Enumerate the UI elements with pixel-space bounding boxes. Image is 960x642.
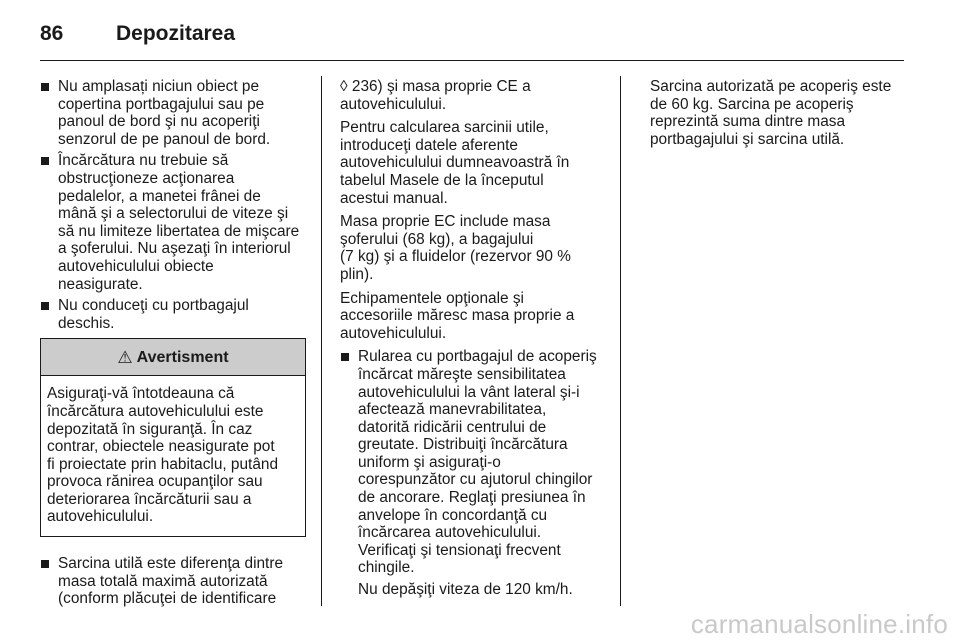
paragraph xyxy=(340,581,606,599)
text-line: contrar, obiectele neasigurate pot xyxy=(47,438,275,456)
watermark: carmanualsonline.info xyxy=(690,609,948,639)
bullet-square-icon xyxy=(41,560,49,568)
bullet-item xyxy=(40,152,306,293)
text-line: ◊ 236) şi masa proprie CE a xyxy=(340,78,531,95)
text-line: Rularea cu portbagajul de acoperiş xyxy=(358,348,597,366)
paragraph xyxy=(340,119,606,207)
warning-triangle-icon: ⚠ xyxy=(117,347,133,367)
text-line: Nu conduceţi cu portbagajul xyxy=(58,297,249,315)
text-line: plin). xyxy=(340,265,374,283)
bullet-item xyxy=(340,348,606,577)
text-line: senzorul de pe panoul de bord. xyxy=(58,130,271,148)
text-line: Sarcina autorizată pe acoperiş este xyxy=(650,78,892,95)
column-divider-1 xyxy=(321,76,322,606)
page-title: Depozitarea xyxy=(116,22,236,45)
header-rule xyxy=(40,60,904,61)
text-line: încărcătura autovehiculului este xyxy=(47,402,264,420)
text-line: masa totală maximă autorizată xyxy=(58,572,268,590)
text-line: Verificaţi şi tensionaţi frecvent xyxy=(358,541,561,559)
paragraph xyxy=(340,290,606,343)
warning-body xyxy=(41,376,305,536)
text-line: uniform şi asiguraţi-o xyxy=(358,453,501,471)
text-line: copertina portbagajului sau pe xyxy=(58,95,265,113)
text-line: Nu depăşiţi viteza de 120 km/h. xyxy=(358,581,573,599)
text-line: Nu amplasați niciun obiect pe xyxy=(58,78,260,95)
text-line: Sarcina utilă este diferenţa dintre xyxy=(58,555,284,573)
text-line: de 60 kg. Sarcina pe acoperiş xyxy=(650,95,854,113)
warning-box xyxy=(40,338,306,537)
text-line: obstrucţioneze acţionarea xyxy=(58,169,235,187)
column-1 xyxy=(40,78,306,612)
text-line: deschis. xyxy=(58,314,115,332)
text-line: autovehiculului la vânt lateral şi-i xyxy=(358,383,580,401)
bullet-square-icon xyxy=(341,353,349,361)
text-line: corespunzător cu ajutorul chingilor xyxy=(358,471,593,489)
page-number: 86 xyxy=(40,22,64,45)
text-line: depozitată în siguranţă. În caz xyxy=(47,420,253,438)
text-line: mână şi a selectorului de viteze şi xyxy=(58,205,289,223)
text-line: deteriorarea încărcăturii sau a xyxy=(47,490,252,508)
text-line: panoul de bord şi nu acoperiţi xyxy=(58,113,260,131)
text-line: să nu limiteze libertatea de mişcare xyxy=(58,222,300,240)
text-line: autovehiculului. xyxy=(47,508,154,526)
text-line: acestui manual. xyxy=(340,189,448,207)
text-line: de ancorare. Reglaţi presiunea în xyxy=(358,489,586,507)
text-line: încărcat măreşte sensibilitatea xyxy=(358,365,566,383)
text-line: încărcarea autovehiculului. xyxy=(358,524,542,542)
text-line: accesoriile măresc masa proprie a xyxy=(340,307,575,325)
column-2 xyxy=(340,78,606,605)
text-line: Asiguraţi-vă întotdeauna că xyxy=(47,385,235,403)
text-line: reprezintă suma dintre masa xyxy=(650,113,846,131)
text-line: autovehiculului. xyxy=(340,95,447,113)
bullet-item xyxy=(40,297,306,332)
bullet-square-icon xyxy=(41,83,49,91)
column-divider-2 xyxy=(620,76,621,606)
paragraph xyxy=(340,213,606,283)
bullet-item xyxy=(40,555,306,608)
text-line: greutate. Distribuiţi încărcătura xyxy=(358,436,568,454)
text-line: anvelope în concordanţă cu xyxy=(358,506,548,524)
bullet-square-icon xyxy=(41,157,49,165)
text-line: Pentru calcularea sarcinii utile, xyxy=(340,119,549,137)
warning-title: Avertisment xyxy=(136,348,229,366)
text-line: (7 kg) şi a fluidelor (rezervor 90 % xyxy=(340,248,571,266)
text-line: pedalelor, a manetei frânei de xyxy=(58,187,261,205)
page-header xyxy=(40,14,235,54)
text-line: provoca rănirea ocupanţilor sau xyxy=(47,473,263,491)
warning-header xyxy=(41,339,305,376)
text-line: autovehiculului dumneavoastră în xyxy=(340,154,570,172)
paragraph xyxy=(340,78,606,113)
text-line: a şoferului. Nu aşezaţi în interiorul xyxy=(58,240,291,258)
text-line: Echipamentele opţionale şi xyxy=(340,289,524,307)
text-line: tabelul Masele de la începutul xyxy=(340,171,544,189)
bullet-square-icon xyxy=(41,302,49,310)
column-3 xyxy=(650,78,912,154)
text-line: datorită ridicării centrului de xyxy=(358,418,547,436)
text-line: portbagajului şi sarcina utilă. xyxy=(650,130,845,148)
text-line: şoferului (68 kg), a bagajului xyxy=(340,230,534,248)
text-line: afectează manevrabilitatea, xyxy=(358,401,547,419)
bullet-item xyxy=(40,78,306,148)
paragraph xyxy=(650,78,912,148)
text-line: fi proiectate prin habitaclu, putând xyxy=(47,455,279,473)
text-line: (conform plăcuţei de identificare xyxy=(58,590,277,608)
text-line: autovehiculului. xyxy=(340,324,447,342)
text-line: autovehiculului obiecte xyxy=(58,257,214,275)
text-line: Masa proprie EC include masa xyxy=(340,213,551,231)
text-line: introduceţi datele aferente xyxy=(340,136,518,154)
text-line: Încărcătura nu trebuie să xyxy=(58,152,229,170)
text-line: neasigurate. xyxy=(58,275,143,293)
text-line: chingile. xyxy=(358,559,415,577)
